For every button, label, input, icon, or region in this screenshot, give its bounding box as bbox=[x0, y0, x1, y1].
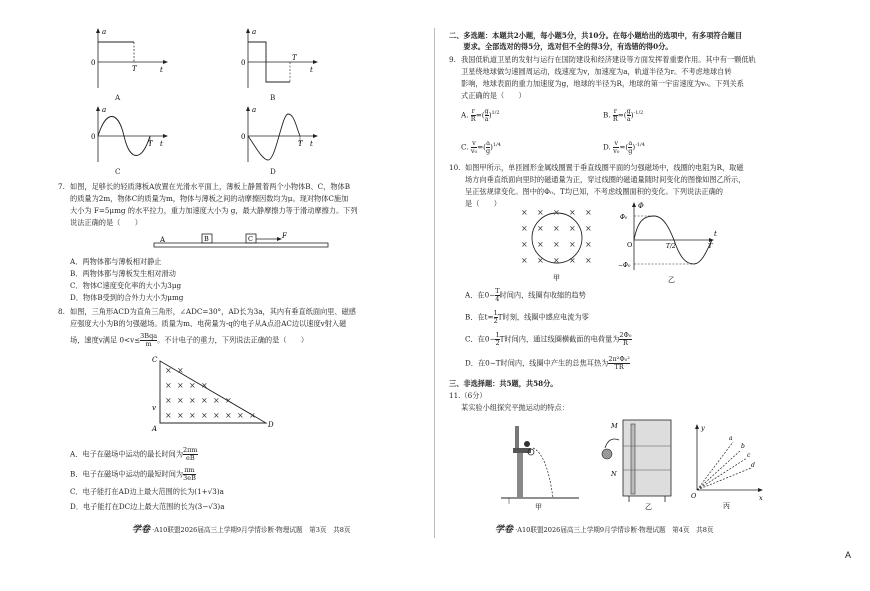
svg-text:×: × bbox=[569, 224, 576, 233]
svg-text:x: x bbox=[759, 494, 763, 502]
q7-option-b: B．两物体都与薄板发生相对滑动 bbox=[70, 269, 176, 278]
svg-text:F: F bbox=[282, 232, 287, 240]
svg-text:O: O bbox=[691, 492, 697, 500]
svg-text:×: × bbox=[165, 366, 172, 375]
svg-text:M: M bbox=[611, 422, 618, 430]
section-3-heading: 三、非选择题：共5题，共58分。 bbox=[449, 379, 558, 388]
svg-text:t: t bbox=[310, 66, 313, 74]
q10-figure-jia bbox=[517, 206, 597, 284]
q8-option-c: C．电子能打在AD边上最大范围的长为(1+√3)a bbox=[70, 487, 224, 496]
q10-line: 如图甲所示，单匝圆形金属线圈置于垂直线圈平面的匀强磁场中，线圈的电阻为R，取磁 bbox=[465, 163, 744, 172]
q8-option-a: A．电子在磁场中运动的最长时间为 $\frac{2\pi m}{eB}$ bbox=[70, 446, 198, 462]
q11-figure-jia bbox=[495, 414, 585, 510]
svg-text:×: × bbox=[201, 411, 208, 420]
svg-text:t: t bbox=[160, 140, 163, 148]
q7-option-c: C．物体C速度变化率的大小为3μg bbox=[70, 281, 182, 290]
svg-text:×: × bbox=[201, 381, 208, 390]
q7-line: 如图，足够长的轻质薄板A放置在光滑水平面上，薄板上静置着两个小物体B、C，物体B bbox=[70, 182, 351, 191]
svg-text:×: × bbox=[177, 396, 184, 405]
q9-line: 式正确的是（ ） bbox=[461, 91, 526, 100]
q10-line: 场方向垂直纸面向里时的磁通量为正，穿过线圈的磁通量随时间变化的图像如图乙所示， bbox=[465, 175, 746, 184]
svg-text:×: × bbox=[553, 224, 560, 233]
svg-text:×: × bbox=[521, 240, 528, 249]
graph-b-label: B bbox=[270, 93, 276, 102]
svg-text:O: O bbox=[627, 241, 633, 249]
q11-number: 11.（6分） bbox=[449, 391, 487, 400]
graph-a-ylabel: a bbox=[102, 28, 107, 36]
q10-option-b: B．在t= $\frac{1}{2}$ T时刻，线圈中感应电流为零 bbox=[465, 309, 589, 325]
svg-text:×: × bbox=[177, 381, 184, 390]
svg-text:D: D bbox=[268, 421, 274, 429]
svg-text:N: N bbox=[611, 470, 617, 478]
q8-option-d: D．电子能打在DC边上最大范围的长为(3−√3)a bbox=[70, 502, 225, 511]
svg-text:×: × bbox=[585, 208, 592, 217]
svg-text:乙: 乙 bbox=[645, 503, 652, 511]
svg-text:×: × bbox=[569, 240, 576, 249]
q7-option-a: A．两物体都与薄板相对静止 bbox=[70, 257, 162, 266]
graph-a bbox=[88, 26, 178, 94]
q7-number: 7. bbox=[58, 182, 65, 191]
svg-text:d: d bbox=[751, 462, 755, 469]
right-page bbox=[435, 0, 870, 591]
graph-c bbox=[88, 104, 178, 166]
svg-text:甲: 甲 bbox=[535, 503, 542, 511]
svg-text:×: × bbox=[225, 396, 232, 405]
q9-option-d: D. $\frac{v}{\text{v₀}}$ =( $\frac{a}{g}$ )$^{-1/4}$ bbox=[603, 139, 645, 155]
svg-text:0: 0 bbox=[91, 133, 96, 141]
q9-option-b: B. $\frac{r}{R}$ =( $\frac{g}{a}$ )$^{-1/2}$ bbox=[603, 107, 644, 123]
svg-text:C: C bbox=[152, 356, 158, 364]
q8-figure bbox=[148, 355, 273, 435]
q10-option-a: A．在0− $\frac{T}{4}$ 时间内，线圈有收缩的趋势 bbox=[465, 287, 586, 303]
svg-text:×: × bbox=[537, 224, 544, 233]
svg-text:×: × bbox=[177, 411, 184, 420]
svg-text:×: × bbox=[521, 224, 528, 233]
svg-text:乙: 乙 bbox=[668, 276, 675, 284]
footer-text: ·A10联盟2026届高三上学期9月学情诊断·物理试题 第4页 共8页 bbox=[515, 526, 714, 534]
svg-text:T: T bbox=[148, 140, 153, 148]
svg-text:t: t bbox=[714, 230, 717, 238]
svg-text:×: × bbox=[189, 396, 196, 405]
q9-option-c: C. $\frac{v}{\text{v₀}}$ =( $\frac{a}{g}$ )$^{1/4}$ bbox=[461, 139, 501, 155]
svg-text:a: a bbox=[102, 106, 107, 114]
svg-text:×: × bbox=[585, 224, 592, 233]
graph-c-label: C bbox=[115, 167, 121, 176]
svg-text:T/2: T/2 bbox=[666, 243, 676, 250]
svg-text:a: a bbox=[252, 106, 257, 114]
svg-text:b: b bbox=[741, 443, 745, 450]
svg-text:T: T bbox=[292, 54, 297, 62]
svg-text:×: × bbox=[521, 208, 528, 217]
svg-text:0: 0 bbox=[241, 59, 246, 67]
left-footer bbox=[132, 522, 351, 535]
q8-option-b: B．电子在磁场中运动的最短时间为 $\frac{\pi m}{3eB}$ bbox=[70, 466, 196, 482]
publisher-logo: 学卷 bbox=[132, 525, 151, 535]
svg-text:甲: 甲 bbox=[553, 274, 560, 282]
q10-option-c: C．在0− $\frac{1}{2}$ T时间内，通过线圈横截面的电荷量为 $\frac{\text{2Φ₀}}{R}$ bbox=[465, 331, 632, 347]
svg-text:×: × bbox=[237, 411, 244, 420]
svg-text:×: × bbox=[521, 256, 528, 265]
q8-line: 场，速度v满足 0<v≤ $\frac{\text{3Bqa}}{m}$ 。不计电子的重力，下列说法正确的是（ ） bbox=[70, 332, 309, 348]
svg-text:v: v bbox=[152, 404, 156, 412]
q11-figure-yi bbox=[595, 414, 685, 510]
q7-figure bbox=[150, 231, 335, 253]
svg-text:T: T bbox=[132, 65, 137, 73]
right-footer bbox=[495, 522, 714, 535]
svg-text:×: × bbox=[553, 240, 560, 249]
svg-text:×: × bbox=[213, 396, 220, 405]
section-2-heading: 二、多选题：本题共2小题，每小题5分，共10分。在每小题给出的选项中，有多项符合题目 bbox=[449, 31, 743, 40]
svg-text:×: × bbox=[553, 256, 560, 265]
svg-text:丙: 丙 bbox=[723, 502, 730, 510]
svg-text:0: 0 bbox=[91, 59, 96, 67]
svg-text:a: a bbox=[729, 435, 733, 442]
svg-text:×: × bbox=[585, 240, 592, 249]
svg-text:a: a bbox=[252, 28, 257, 36]
svg-text:×: × bbox=[585, 256, 592, 265]
svg-text:0: 0 bbox=[241, 133, 246, 141]
section-2-heading: 要求。全部选对的得5分，选对但不全的得3分，有选错的得0分。 bbox=[449, 42, 673, 51]
svg-text:A: A bbox=[160, 236, 166, 244]
q9-line: 影响，地球表面的重力加速度为g，地球的半径为R，地球的第一宇宙速度为v₀。下列关系 bbox=[461, 79, 744, 88]
graph-a-label: A bbox=[115, 93, 121, 102]
svg-text:T: T bbox=[708, 242, 713, 250]
svg-text:t: t bbox=[160, 66, 163, 74]
graph-d bbox=[238, 104, 328, 166]
q8-speed-fraction: $\frac{\text{3Bqa}}{m}$ bbox=[140, 332, 158, 348]
svg-text:C: C bbox=[248, 235, 253, 243]
corner-mark: A bbox=[845, 550, 852, 560]
q8-line: 如图，三角形ACD为直角三角形，∠ADC=30°，AD长为3a，其内有垂直纸面向里、磁感 bbox=[70, 307, 356, 316]
q9-number: 9. bbox=[449, 55, 456, 64]
q10-line: 是（ ） bbox=[465, 199, 501, 208]
svg-text:×: × bbox=[537, 208, 544, 217]
svg-text:×: × bbox=[189, 381, 196, 390]
footer-text: ·A10联盟2026届高三上学期9月学情诊断·物理试题 第3页 共8页 bbox=[152, 526, 351, 534]
svg-text:×: × bbox=[189, 411, 196, 420]
q7-line: 的质量为2m，物体C的质量为m，物体与薄板之间的动摩擦因数均为μ。现对物体C施加 bbox=[70, 194, 349, 203]
svg-text:×: × bbox=[177, 366, 184, 375]
svg-text:×: × bbox=[165, 381, 172, 390]
graph-d-label: D bbox=[270, 167, 276, 176]
q9-line: 我国低轨道卫星的发射与运行在国防建设和经济建设等方面发挥着重要作用。其中有一颗低轨 bbox=[461, 55, 756, 64]
q10-option-d: D．在0−T时间内，线圈中产生的总焦耳热为 $\frac{\text{2π²Φ₀²}}{TR}$ bbox=[465, 355, 630, 371]
q10-line: 呈正弦规律变化。图中的Φ₀、T均已知，不考虑线圈面积的变化。下列说法正确的 bbox=[465, 187, 723, 196]
svg-text:A: A bbox=[152, 425, 158, 433]
svg-text:T: T bbox=[298, 140, 303, 148]
q9-line: 卫星绕地球做匀速圆周运动，线速度为v，加速度为a，轨道半径为r。不考虑地球自转 bbox=[461, 67, 732, 76]
svg-text:Φ₀: Φ₀ bbox=[620, 214, 628, 221]
svg-text:c: c bbox=[747, 452, 751, 459]
q11-line: 某实验小组探究平抛运动的特点： bbox=[461, 403, 569, 412]
svg-text:×: × bbox=[569, 208, 576, 217]
svg-text:×: × bbox=[537, 240, 544, 249]
svg-text:×: × bbox=[165, 396, 172, 405]
q7-option-d: D．物体B受到的合外力大小为μmg bbox=[70, 293, 184, 302]
svg-text:×: × bbox=[213, 411, 220, 420]
q10-figure-yi bbox=[620, 200, 720, 284]
svg-text:×: × bbox=[537, 256, 544, 265]
q7-line: 说法正确的是（ ） bbox=[70, 218, 142, 227]
svg-text:×: × bbox=[225, 411, 232, 420]
svg-text:×: × bbox=[249, 411, 256, 420]
q11-figure-bing bbox=[683, 420, 773, 510]
q7-line: 大小为 F=5μmg 的水平拉力，重力加速度大小为 g，最大静摩擦力等于滑动摩擦力。下列 bbox=[70, 206, 358, 215]
svg-text:×: × bbox=[165, 411, 172, 420]
q8-number: 8. bbox=[58, 307, 65, 316]
svg-text:×: × bbox=[569, 256, 576, 265]
svg-text:×: × bbox=[553, 208, 560, 217]
publisher-logo: 学卷 bbox=[495, 525, 514, 535]
svg-text:−Φ₀: −Φ₀ bbox=[618, 262, 631, 269]
q9-option-a: A. $\frac{r}{R}$ =( $\frac{g}{a}$ )$^{1/2}$ bbox=[461, 107, 500, 123]
svg-text:Φ: Φ bbox=[638, 202, 644, 210]
svg-text:y: y bbox=[701, 424, 705, 432]
q10-number: 10. bbox=[449, 163, 461, 172]
q8-line: 应强度大小为B的匀强磁场。质量为m、电荷量为-q的电子从A点沿AC边以速度v射入磁 bbox=[70, 319, 347, 328]
svg-text:t: t bbox=[310, 140, 313, 148]
svg-text:B: B bbox=[204, 235, 209, 243]
graph-b bbox=[238, 26, 328, 94]
svg-text:×: × bbox=[201, 396, 208, 405]
